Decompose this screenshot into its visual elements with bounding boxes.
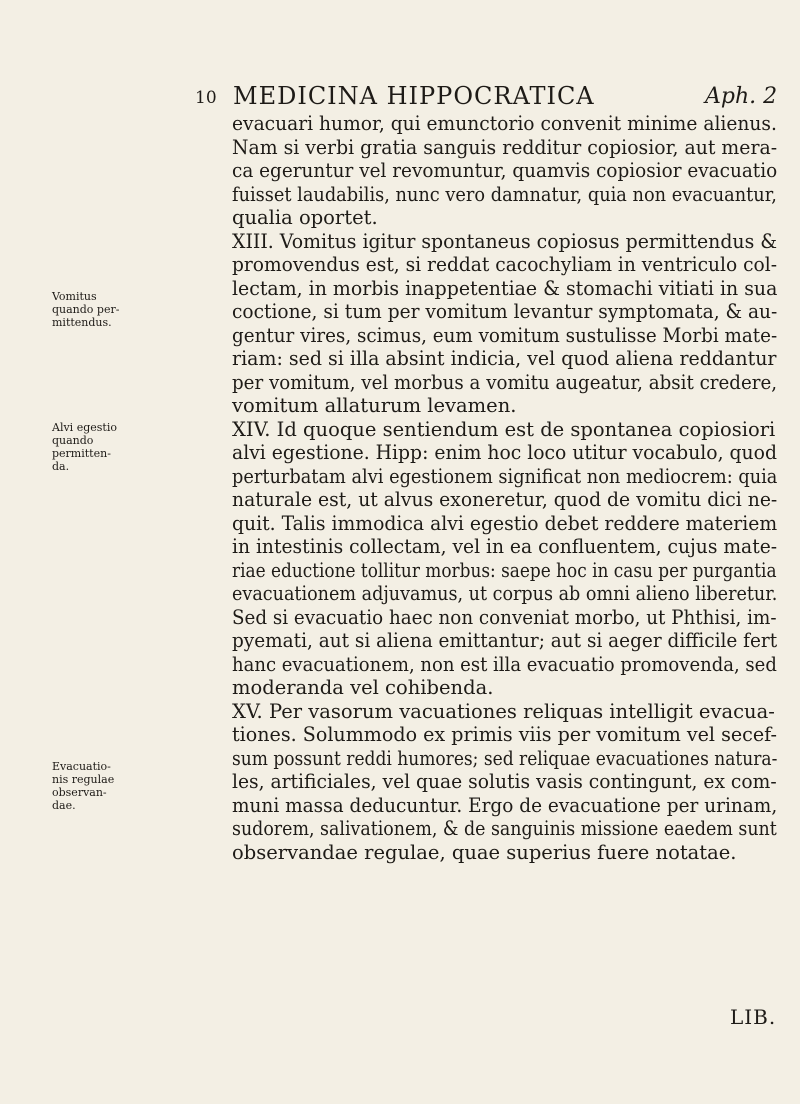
page-header (195, 82, 778, 116)
text-line: vomitum allaturum levamen. (232, 394, 517, 417)
catchword: LIB. (730, 1005, 777, 1029)
text-line: tiones. Solummodo ex primis viis per vomitum vel secef- (232, 723, 777, 746)
text-line: hanc evacuationem, non est illa evacuatio promovenda, sed (232, 652, 777, 676)
margin-note-alvi-egestio: Alvi egestio quando permitten- da. (52, 421, 117, 473)
text-line: observandae regulae, quae superius fuere notatae. (232, 840, 737, 864)
text-line: XIV. Id quoque sentiendum est de spontanea copiosiori (232, 417, 776, 441)
text-line: evacuari humor, qui emunctorio convenit minime alienus. (232, 112, 777, 135)
text-line: Sed si evacuatio haec non conveniat morbo, ut Phthisi, im- (232, 605, 777, 629)
text-line: coctione, si tum per vomitum levantur symptomata, & au- (232, 300, 778, 323)
text-line: ca egeruntur vel revomuntur, quamvis copiosior evacuatio (232, 159, 778, 182)
text-line: Nam si verbi gratia sanguis redditur copiosior, aut mera- (232, 135, 778, 159)
margin-note-vomitus: Vomitus quando per- mittendus. (52, 290, 120, 329)
text-line: fuisset laudabilis, nunc vero damnatur, quia non evacuantur, (232, 182, 777, 206)
running-title: MEDICINA HIPPOCRATICA (233, 82, 595, 110)
text-line: promovendus est, si reddat cacochyliam in ventriculo col- (232, 253, 777, 276)
text-line: XV. Per vasorum vacuationes reliquas intelligit evacua- (232, 699, 775, 723)
text-line: in intestinis collectam, vel in ea confluentem, cujus mate- (232, 535, 778, 558)
page-number: 10 (195, 88, 217, 108)
main-text (232, 112, 777, 864)
text-line: evacuationem adjuvamus, ut corpus ab omni alieno liberetur. (232, 582, 778, 605)
text-line: perturbatam alvi egestionem significat non mediocrem: quia (232, 464, 778, 488)
text-line: sudorem, salivationem, & de sanguinis missione eaedem sunt (232, 817, 777, 840)
text-line: quit. Talis immodica alvi egestio debet reddere materiem (232, 511, 778, 535)
text-line: muni massa deducuntur. Ergo de evacuatione per urinam, (232, 793, 778, 817)
text-line: naturale est, ut alvus exoneretur, quod de vomitu dici ne- (232, 488, 778, 511)
text-line: riae eductione tollitur morbus: saepe hoc in casu per purgantia (232, 558, 777, 582)
text-line: pyemati, aut si aliena emittantur; aut si aeger difficile fert (232, 629, 778, 652)
aphorism-reference: Aph. 2 (705, 84, 778, 109)
text-line: sum possunt reddi humores; sed reliquae evacuationes natura- (232, 746, 778, 770)
text-line: moderanda vel cohibenda. (232, 676, 494, 699)
text-line: gentur vires, scimus, eum vomitum sustulisse Morbi mate- (232, 323, 778, 347)
text-line: XIII. Vomitus igitur spontaneus copiosus permittendus & (232, 229, 778, 253)
text-line: alvi egestione. Hipp: enim hoc loco utitur vocabulo, quod (232, 441, 777, 464)
text-line: riam: sed si illa absint indicia, vel quod aliena reddantur (232, 347, 777, 370)
text-line: les, artificiales, vel quae solutis vasis contingunt, ex com- (232, 770, 777, 793)
text-line: per vomitum, vel morbus a vomitu augeatur, absit credere, (232, 370, 778, 394)
text-line: lectam, in morbis inappetentiae & stomachi vitiati in sua (232, 276, 778, 300)
text-line: qualia oportet. (232, 206, 378, 229)
margin-note-evacuationis: Evacuatio- nis regulae observan- dae. (52, 760, 115, 812)
